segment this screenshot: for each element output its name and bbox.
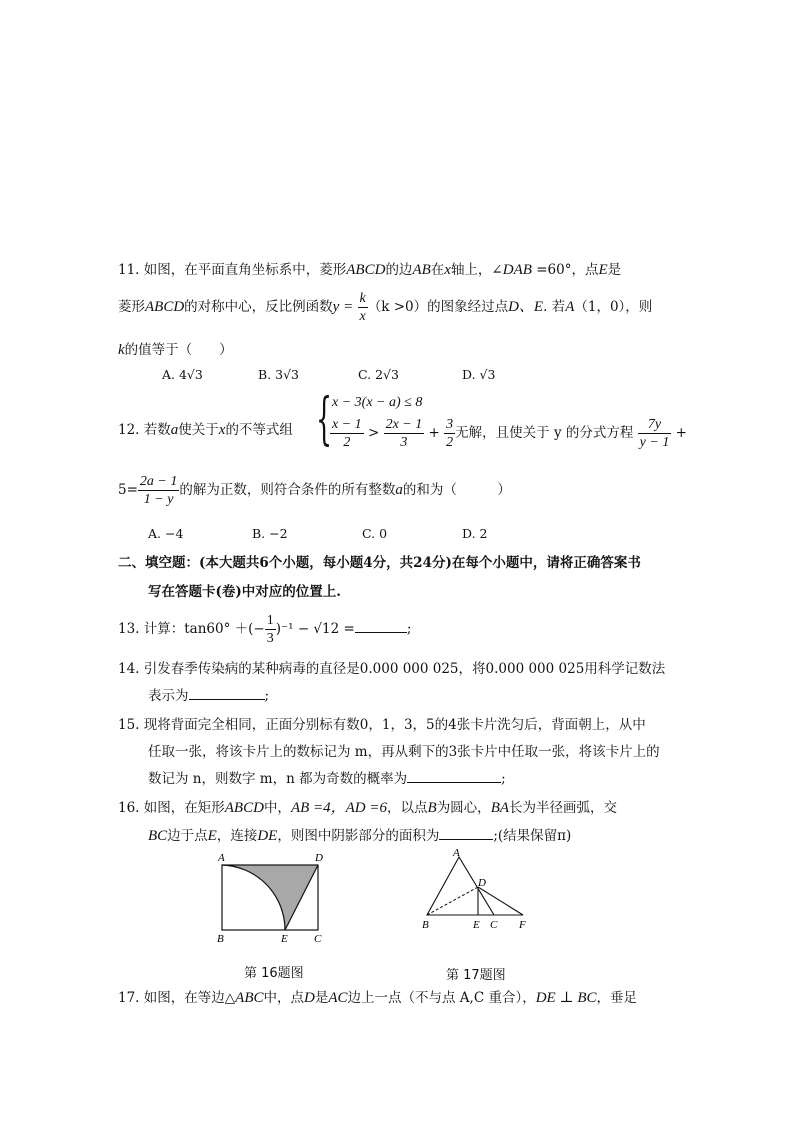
q16-text: 中，	[263, 800, 291, 816]
q12-option-c: C. 0	[362, 526, 388, 541]
q11-de: D、E	[508, 299, 544, 315]
fig17-label-a: A	[453, 847, 460, 859]
q11-line2	[118, 290, 652, 325]
q11-text: （1，0），则	[574, 299, 653, 315]
section-2-heading-cont: 写在答题卡(卷)中对应的位置上.	[148, 584, 341, 600]
frac-num: x − 1	[332, 417, 362, 432]
q14-text: 表示为	[148, 688, 189, 704]
q15-line2: 任取一张，将该卡片上的数标记为 m，再从剩下的3张卡片中任取一张，将该卡片上的	[148, 744, 660, 760]
q13-text: 13. 计算：tan60° ＋(−	[118, 621, 265, 637]
q16-b: B	[427, 800, 437, 816]
fig16-label-d: D	[315, 852, 323, 864]
q16-de: DE	[257, 828, 278, 844]
q16-line2	[148, 824, 571, 845]
q11-y: y =	[332, 299, 354, 315]
q11-option-c: C. 2√3	[358, 367, 399, 382]
fig16-label-a: A	[218, 852, 225, 864]
fig17-label-e: E	[473, 919, 480, 931]
q16-answer-blank[interactable]	[439, 839, 493, 840]
q11-dab: DAB	[502, 262, 532, 278]
frac-num: 2a − 1	[139, 474, 178, 489]
q14-line2	[148, 684, 269, 704]
q12-inequality-1: x − 3(x − a) ≤ 8	[332, 395, 423, 410]
q17-de-perp: DE ⊥ BC	[535, 990, 597, 1006]
fig16-label-b: B	[217, 933, 224, 945]
q11-text: =60°，点	[531, 262, 599, 278]
q12-option-b: B. −2	[252, 526, 288, 541]
frac-den: 3	[266, 631, 274, 646]
q11-ab: AB	[412, 262, 431, 278]
q12-text: 的和为（ ）	[402, 482, 511, 498]
q16-ba: BA	[490, 800, 510, 816]
figure-16	[210, 848, 334, 948]
q13-frac	[265, 612, 276, 647]
q15-text: 数记为 n，则数字 m，n 都为奇数的概率为	[148, 771, 408, 787]
q11-option-b: B. 3√3	[258, 367, 300, 382]
q16-text: 长为半径画弧，交	[509, 800, 618, 816]
q14-answer-blank[interactable]	[189, 699, 265, 700]
q13	[118, 612, 411, 647]
q11-k-over-x	[358, 290, 368, 325]
q16-text: ，连接	[216, 828, 258, 844]
q17-abc: ABC	[235, 990, 264, 1006]
q16-ab-ad: AB =4，AD =6	[290, 800, 388, 816]
q17-ac: AC	[328, 990, 348, 1006]
q11-k: k	[118, 342, 125, 358]
fig16-shaded-region	[222, 865, 318, 930]
q11-option-d: D. √3	[462, 367, 496, 382]
frac-den: 1 − y	[143, 492, 174, 507]
q16-text: ，则图中阴影部分的面积为	[277, 828, 440, 844]
q12-plus: +	[675, 425, 687, 441]
q11-line1	[118, 258, 621, 279]
q17-text: 17. 如图，在等边△	[118, 990, 236, 1006]
q17-text: 边上一点（不与点 A,C 重合），	[347, 990, 536, 1006]
fig17-label-d: D	[478, 877, 486, 889]
fig17-label-b: B	[422, 919, 429, 931]
q17-text: ，垂足	[596, 990, 637, 1006]
q16-e: E	[207, 828, 217, 844]
q11-text: 的边	[385, 262, 413, 278]
q11-option-a: A. 4√3	[162, 367, 203, 382]
frac-num: 1	[266, 613, 274, 628]
q16-abcd: ABCD	[224, 800, 264, 816]
q12-frac-4	[638, 416, 672, 451]
q11-text: 的对称中心，反比例函数	[184, 299, 333, 315]
q12-brace: {	[316, 387, 333, 452]
q11-text: 11. 如图，在平面直角坐标系中，菱形	[118, 262, 347, 278]
q13-answer-blank[interactable]	[355, 632, 407, 633]
q11-x: x	[444, 262, 451, 278]
frac-den: x	[359, 309, 366, 324]
q11-e: E	[598, 262, 608, 278]
q12-text: 使关于	[178, 422, 219, 438]
q17-d: D	[304, 990, 315, 1006]
q11-text: 在	[430, 262, 445, 278]
frac-den: 3	[400, 435, 408, 450]
frac-num: 2x − 1	[385, 417, 423, 432]
q16-bc: BC	[148, 828, 168, 844]
q14-end: ;	[264, 688, 270, 704]
q17-text: 中，点	[263, 990, 304, 1006]
section-2-heading: 二、填空题：(本大题共6个小题，每小题4分，共24分)在每个小题中，请将正确答案书	[118, 555, 641, 571]
q11-text: 菱形	[118, 299, 145, 315]
q11-abcd: ABCD	[346, 262, 386, 278]
q11-text: . 若	[543, 299, 566, 315]
q11-text: （k >0）的图象经过点	[367, 299, 509, 315]
q12-frac-2	[384, 416, 425, 451]
fig16-label-c: C	[314, 933, 322, 945]
q13-end: ;	[406, 621, 412, 637]
figure-17	[416, 845, 534, 937]
q12-text: 的不等式组	[225, 422, 293, 438]
q11-abcd: ABCD	[145, 299, 185, 315]
frac-num: k	[359, 291, 366, 306]
q12-frac-3	[444, 416, 455, 451]
q11-text: 是	[607, 262, 622, 278]
q15-end: ;	[501, 771, 506, 787]
q14-line1: 14. 引发春季传染病的某种病毒的直径是0.000 000 025，将0.000 000 025用科学记数法	[118, 661, 666, 677]
q11-text: 轴上，∠	[450, 262, 503, 278]
fig16-caption: 第 16题图	[244, 966, 304, 981]
q12-a: a	[170, 422, 179, 438]
q12-line2	[118, 473, 511, 508]
q12-inequality-2	[330, 416, 687, 451]
q13-text: )⁻¹ − √12 =	[275, 621, 355, 637]
q15-answer-blank[interactable]	[407, 782, 501, 783]
q12-frac-1	[330, 416, 364, 451]
q12-option-d: D. 2	[462, 526, 488, 541]
q12-text: 无解，且使关于 y 的分式方程	[455, 425, 634, 441]
q12-frac-5	[138, 473, 179, 508]
frac-den: 2	[343, 435, 351, 450]
frac-num: 7y	[638, 416, 672, 434]
q15-line3	[148, 767, 506, 787]
frac-num: 3	[446, 417, 454, 432]
fig17-label-f: F	[519, 919, 526, 931]
fig17-label-c: C	[490, 919, 498, 931]
q17-line1	[118, 986, 637, 1007]
q12-plus: +	[428, 425, 440, 441]
q12-lead	[118, 418, 293, 439]
fig16-label-e: E	[281, 933, 288, 945]
q16-text: ;(结果保留π)	[493, 828, 572, 844]
frac-den: y − 1	[639, 435, 670, 450]
q17-text: 是	[314, 990, 329, 1006]
q16-text: 为圆心，	[436, 800, 491, 816]
q11-line3	[118, 338, 233, 359]
q12-text: 12. 若数	[118, 422, 171, 438]
q16-text: 边于点	[167, 828, 208, 844]
q16-text: 16. 如图，在矩形	[118, 800, 225, 816]
q16-line1	[118, 796, 617, 817]
frac-den: 2	[446, 435, 454, 450]
q11-a: A	[565, 299, 575, 315]
fig17-segment-df	[478, 887, 523, 915]
q12-a: a	[395, 482, 403, 498]
q11-text: 的值等于（ ）	[124, 342, 233, 358]
q12-text: 5=	[118, 482, 138, 498]
q12-gt: >	[367, 425, 380, 441]
q16-text: ，以点	[387, 800, 428, 816]
q12-text: 的解为正数，则符合条件的所有整数	[179, 482, 396, 498]
q12-option-a: A. −4	[148, 526, 184, 541]
q15-line1: 15. 现将背面完全相同，正面分别标有数0，1，3，5的4张卡片洗匀后，背面朝上，从中	[118, 717, 646, 733]
fig17-caption: 第 17题图	[446, 968, 506, 983]
q12-x: x	[218, 422, 226, 438]
